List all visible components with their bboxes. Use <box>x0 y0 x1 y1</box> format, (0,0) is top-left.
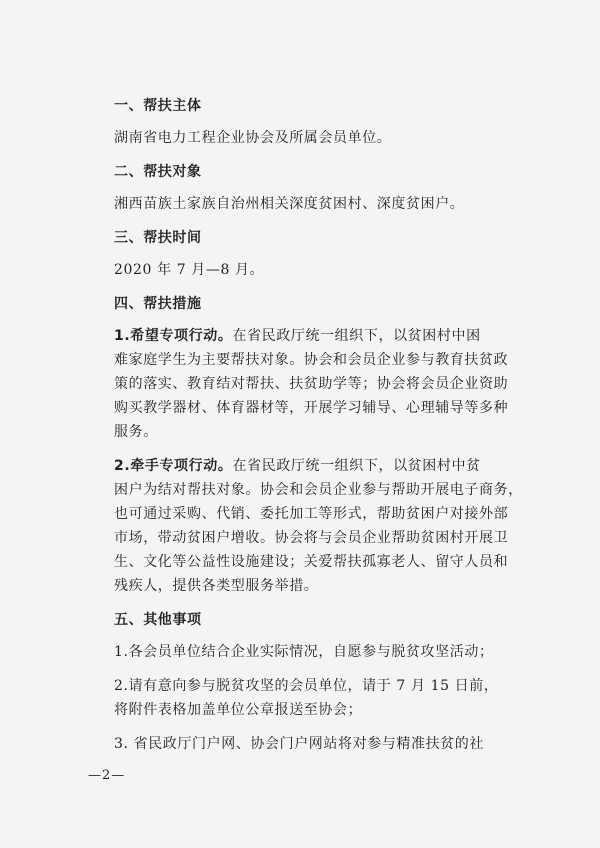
paragraph-line: 市场，带动贫困户增收。协会将与会员企业帮助贫困村开展卫 <box>114 530 509 546</box>
paragraph-line: 服务。 <box>114 424 158 440</box>
item-lead: 1.希望专项行动。 <box>114 328 233 344</box>
section-2-heading: 二、帮扶对象 <box>114 164 202 180</box>
section-4-item-2 <box>114 454 534 598</box>
paragraph-line: 将附件表格加盖单位公章报送至协会； <box>114 702 363 718</box>
paragraph-line-text: 在省民政厅统一组织下，以贫困村中贫 <box>232 458 481 474</box>
paragraph-line: 困户为结对帮扶对象。协会和会员企业参与帮助开展电子商务， <box>114 482 523 498</box>
paragraph-line: 购买教学器材、体育器材等，开展学习辅导、心理辅导等多种 <box>114 400 509 416</box>
section-5-item-2 <box>114 674 534 722</box>
paragraph-line: 也可通过采购、代销、委托加工等形式，帮助贫困户对接外部 <box>114 506 509 522</box>
item-lead: 2.牵手专项行动。 <box>114 458 233 474</box>
section-3-heading: 三、帮扶时间 <box>114 230 202 246</box>
paragraph-line: 策的落实、教育结对帮扶、扶贫助学等；协会将会员企业资助 <box>114 376 509 392</box>
paragraph-line: 生、文化等公益性设施建设；关爱帮扶孤寡老人、留守人员和 <box>114 554 509 570</box>
section-5-heading: 五、其他事项 <box>114 612 202 628</box>
section-1-heading: 一、帮扶主体 <box>114 98 202 114</box>
paragraph-line: 2.请有意向参与脱贫攻坚的会员单位，请于 7 月 15 日前， <box>114 678 499 694</box>
paragraph-line: 难家庭学生为主要帮扶对象。协会和会员企业参与教育扶贫政 <box>114 352 509 368</box>
document-body <box>114 94 534 756</box>
section-4-item-1 <box>114 324 534 444</box>
paragraph-line <box>114 324 534 348</box>
section-5-item-3: 3. 省民政厅门户网、协会门户网站将对参与精准扶贫的社 <box>114 736 485 752</box>
section-3-text: 2020 年 7 月—8 月。 <box>114 262 265 278</box>
paragraph-line <box>114 454 534 478</box>
page-number: —2— <box>88 768 126 783</box>
section-5-item-1: 1.各会员单位结合企业实际情况，自愿参与脱贫攻坚活动； <box>114 644 494 660</box>
section-4-heading: 四、帮扶措施 <box>114 296 202 312</box>
section-1-text: 湖南省电力工程企业协会及所属会员单位。 <box>114 130 392 146</box>
paragraph-line: 残疾人，提供各类型服务举措。 <box>114 578 319 594</box>
section-2-text: 湘西苗族土家族自治州相关深度贫困村、深度贫困户。 <box>114 196 465 212</box>
paragraph-line-text: 在省民政厅统一组织下，以贫困村中困 <box>232 328 481 344</box>
